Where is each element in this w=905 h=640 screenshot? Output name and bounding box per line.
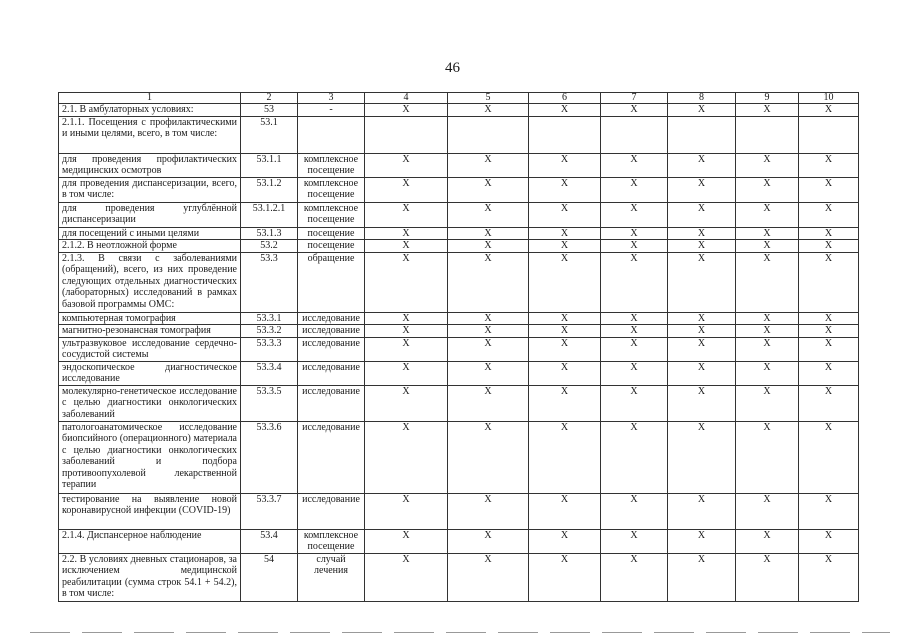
value-cell: X [799, 361, 859, 385]
value-cell: X [448, 312, 529, 325]
row-unit-cell [298, 116, 365, 153]
value-cell: X [601, 104, 668, 117]
column-header: 7 [601, 93, 668, 104]
value-cell: X [601, 361, 668, 385]
value-cell: X [799, 104, 859, 117]
value-cell: X [601, 312, 668, 325]
value-cell: X [668, 337, 736, 361]
row-unit-cell: исследование [298, 385, 365, 421]
value-cell: X [601, 385, 668, 421]
table-row [59, 385, 859, 421]
value-cell: X [668, 252, 736, 312]
value-cell: X [799, 553, 859, 601]
value-cell [668, 116, 736, 153]
table-row [59, 421, 859, 493]
row-name-cell: 2.2. В условиях дневных стационаров, за исключением медицинской реабилитации (сумма строк 54.1 + 54.2), в том числе: [59, 553, 241, 601]
value-cell: X [601, 202, 668, 227]
row-name-cell: 2.1.2. В неотложной форме [59, 240, 241, 253]
row-code-cell: 53.3.7 [241, 493, 298, 529]
value-cell: X [736, 202, 799, 227]
row-unit-cell: посещение [298, 240, 365, 253]
column-header: 8 [668, 93, 736, 104]
value-cell: X [799, 227, 859, 240]
value-cell: X [529, 240, 601, 253]
value-cell: X [668, 361, 736, 385]
table-row [59, 361, 859, 385]
row-code-cell: 53.3.5 [241, 385, 298, 421]
row-unit-cell: случай лечения [298, 553, 365, 601]
value-cell: X [529, 385, 601, 421]
value-cell: X [736, 337, 799, 361]
value-cell: X [365, 104, 448, 117]
value-cell: X [529, 529, 601, 553]
value-cell: X [448, 240, 529, 253]
value-cell [529, 116, 601, 153]
row-name-cell: компьютерная томография [59, 312, 241, 325]
row-unit-cell: исследование [298, 337, 365, 361]
row-name-cell: для проведения диспансеризации, всего, в том числе: [59, 177, 241, 202]
row-name-cell: 2.1.4. Диспансерное наблюдение [59, 529, 241, 553]
row-name-cell: магнитно-резонансная томография [59, 325, 241, 338]
value-cell: X [736, 421, 799, 493]
value-cell: X [736, 312, 799, 325]
value-cell [736, 116, 799, 153]
row-name-cell: эндоскопическое диагностическое исследование [59, 361, 241, 385]
row-unit-cell: посещение [298, 227, 365, 240]
table-row [59, 252, 859, 312]
value-cell: X [448, 493, 529, 529]
value-cell: X [668, 553, 736, 601]
value-cell: X [365, 361, 448, 385]
value-cell: X [799, 177, 859, 202]
value-cell: X [529, 177, 601, 202]
value-cell: X [529, 337, 601, 361]
value-cell: X [448, 325, 529, 338]
row-name-cell: для посещений с иными целями [59, 227, 241, 240]
value-cell [365, 116, 448, 153]
value-cell: X [448, 337, 529, 361]
table-row [59, 493, 859, 529]
value-cell: X [799, 325, 859, 338]
row-unit-cell: обращение [298, 252, 365, 312]
value-cell: X [448, 202, 529, 227]
column-header: 4 [365, 93, 448, 104]
value-cell: X [448, 385, 529, 421]
value-cell: X [365, 325, 448, 338]
value-cell: X [529, 361, 601, 385]
value-cell: X [529, 325, 601, 338]
value-cell: X [365, 385, 448, 421]
value-cell: X [668, 421, 736, 493]
table-row [59, 325, 859, 338]
value-cell: X [799, 529, 859, 553]
row-unit-cell: исследование [298, 361, 365, 385]
row-code-cell: 53.1.1 [241, 153, 298, 177]
value-cell: X [668, 227, 736, 240]
value-cell: X [529, 252, 601, 312]
value-cell: X [668, 202, 736, 227]
value-cell: X [736, 153, 799, 177]
value-cell: X [799, 385, 859, 421]
row-unit-cell: исследование [298, 312, 365, 325]
value-cell: X [736, 361, 799, 385]
row-name-cell: для проведения профилактических медицинских осмотров [59, 153, 241, 177]
value-cell: X [365, 553, 448, 601]
value-cell [448, 116, 529, 153]
table-row [59, 529, 859, 553]
row-code-cell: 53.1 [241, 116, 298, 153]
row-unit-cell: исследование [298, 325, 365, 338]
table-row [59, 240, 859, 253]
table-row [59, 337, 859, 361]
column-header: 2 [241, 93, 298, 104]
row-code-cell: 54 [241, 553, 298, 601]
value-cell: X [365, 227, 448, 240]
value-cell: X [799, 312, 859, 325]
value-cell: X [601, 337, 668, 361]
value-cell: X [601, 252, 668, 312]
value-cell: X [365, 252, 448, 312]
value-cell: X [448, 153, 529, 177]
value-cell: X [668, 385, 736, 421]
value-cell: X [736, 104, 799, 117]
row-code-cell: 53.3.1 [241, 312, 298, 325]
value-cell: X [365, 312, 448, 325]
row-code-cell: 53.1.2 [241, 177, 298, 202]
value-cell: X [601, 153, 668, 177]
column-header: 5 [448, 93, 529, 104]
value-cell: X [448, 553, 529, 601]
table-header-row [59, 93, 859, 104]
row-code-cell: 53.1.2.1 [241, 202, 298, 227]
row-unit-cell: комплексное посещение [298, 529, 365, 553]
value-cell: X [365, 177, 448, 202]
value-cell: X [668, 153, 736, 177]
row-code-cell: 53.3 [241, 252, 298, 312]
value-cell [601, 116, 668, 153]
table-row [59, 202, 859, 227]
value-cell: X [601, 325, 668, 338]
value-cell: X [601, 240, 668, 253]
row-code-cell: 53.3.2 [241, 325, 298, 338]
value-cell: X [529, 553, 601, 601]
value-cell: X [736, 553, 799, 601]
value-cell: X [448, 361, 529, 385]
row-code-cell: 53.3.6 [241, 421, 298, 493]
value-cell: X [736, 493, 799, 529]
row-unit-cell: - [298, 104, 365, 117]
value-cell: X [736, 325, 799, 338]
value-cell: X [448, 227, 529, 240]
value-cell: X [668, 177, 736, 202]
value-cell: X [736, 529, 799, 553]
value-cell: X [601, 421, 668, 493]
row-code-cell: 53.2 [241, 240, 298, 253]
page-edge-line [30, 632, 890, 633]
row-unit-cell: комплексное посещение [298, 202, 365, 227]
value-cell: X [601, 553, 668, 601]
table-row [59, 104, 859, 117]
row-name-cell: 2.1. В амбулаторных условиях: [59, 104, 241, 117]
value-cell: X [736, 177, 799, 202]
value-cell: X [448, 252, 529, 312]
value-cell: X [668, 104, 736, 117]
data-table [58, 92, 859, 602]
value-cell: X [736, 240, 799, 253]
value-cell: X [799, 252, 859, 312]
value-cell: X [668, 240, 736, 253]
value-cell: X [799, 493, 859, 529]
value-cell: X [365, 240, 448, 253]
value-cell: X [601, 493, 668, 529]
value-cell: X [529, 421, 601, 493]
value-cell: X [529, 493, 601, 529]
column-header: 9 [736, 93, 799, 104]
value-cell: X [668, 493, 736, 529]
value-cell: X [736, 385, 799, 421]
value-cell: X [529, 104, 601, 117]
value-cell: X [448, 529, 529, 553]
value-cell: X [668, 312, 736, 325]
column-header: 3 [298, 93, 365, 104]
value-cell: X [529, 227, 601, 240]
value-cell: X [448, 104, 529, 117]
row-unit-cell: комплексное посещение [298, 153, 365, 177]
value-cell: X [365, 337, 448, 361]
row-name-cell: патологоанатомическое исследование биопсийного (операционного) материала с целью диагностики онкологических заболеваний и подбора противоопухолевой лекарственной терапии [59, 421, 241, 493]
row-name-cell: 2.1.3. В связи с заболеваниями (обращений), всего, из них проведение следующих отдельных диагностических (лабораторных) исследований в рамках базовой программы ОМС: [59, 252, 241, 312]
table-row [59, 312, 859, 325]
row-code-cell: 53 [241, 104, 298, 117]
value-cell: X [529, 312, 601, 325]
value-cell: X [365, 529, 448, 553]
row-name-cell: 2.1.1. Посещения с профилактическими и иными целями, всего, в том числе: [59, 116, 241, 153]
value-cell: X [601, 177, 668, 202]
column-header: 10 [799, 93, 859, 104]
value-cell: X [365, 202, 448, 227]
row-unit-cell: исследование [298, 421, 365, 493]
row-name-cell: ультразвуковое исследование сердечно-сосудистой системы [59, 337, 241, 361]
row-name-cell: тестирование на выявление новой коронавирусной инфекции (COVID-19) [59, 493, 241, 529]
column-header: 1 [59, 93, 241, 104]
row-unit-cell: исследование [298, 493, 365, 529]
value-cell: X [601, 529, 668, 553]
table-row [59, 553, 859, 601]
value-cell: X [736, 227, 799, 240]
value-cell: X [668, 529, 736, 553]
value-cell: X [365, 421, 448, 493]
page-number: 46 [445, 60, 460, 76]
row-unit-cell: комплексное посещение [298, 177, 365, 202]
row-code-cell: 53.3.3 [241, 337, 298, 361]
value-cell: X [601, 227, 668, 240]
column-header: 6 [529, 93, 601, 104]
table-row [59, 116, 859, 153]
value-cell: X [529, 153, 601, 177]
value-cell: X [799, 202, 859, 227]
value-cell: X [448, 177, 529, 202]
table-row [59, 227, 859, 240]
table-row [59, 177, 859, 202]
row-name-cell: молекулярно-генетическое исследование с целью диагностики онкологических заболеваний [59, 385, 241, 421]
value-cell: X [529, 202, 601, 227]
value-cell: X [799, 421, 859, 493]
row-name-cell: для проведения углублённой диспансеризации [59, 202, 241, 227]
row-code-cell: 53.1.3 [241, 227, 298, 240]
value-cell: X [365, 153, 448, 177]
row-code-cell: 53.4 [241, 529, 298, 553]
value-cell: X [365, 493, 448, 529]
row-code-cell: 53.3.4 [241, 361, 298, 385]
table-row [59, 153, 859, 177]
value-cell: X [799, 337, 859, 361]
value-cell: X [799, 240, 859, 253]
value-cell [799, 116, 859, 153]
value-cell: X [736, 252, 799, 312]
value-cell: X [448, 421, 529, 493]
value-cell: X [668, 325, 736, 338]
value-cell: X [799, 153, 859, 177]
